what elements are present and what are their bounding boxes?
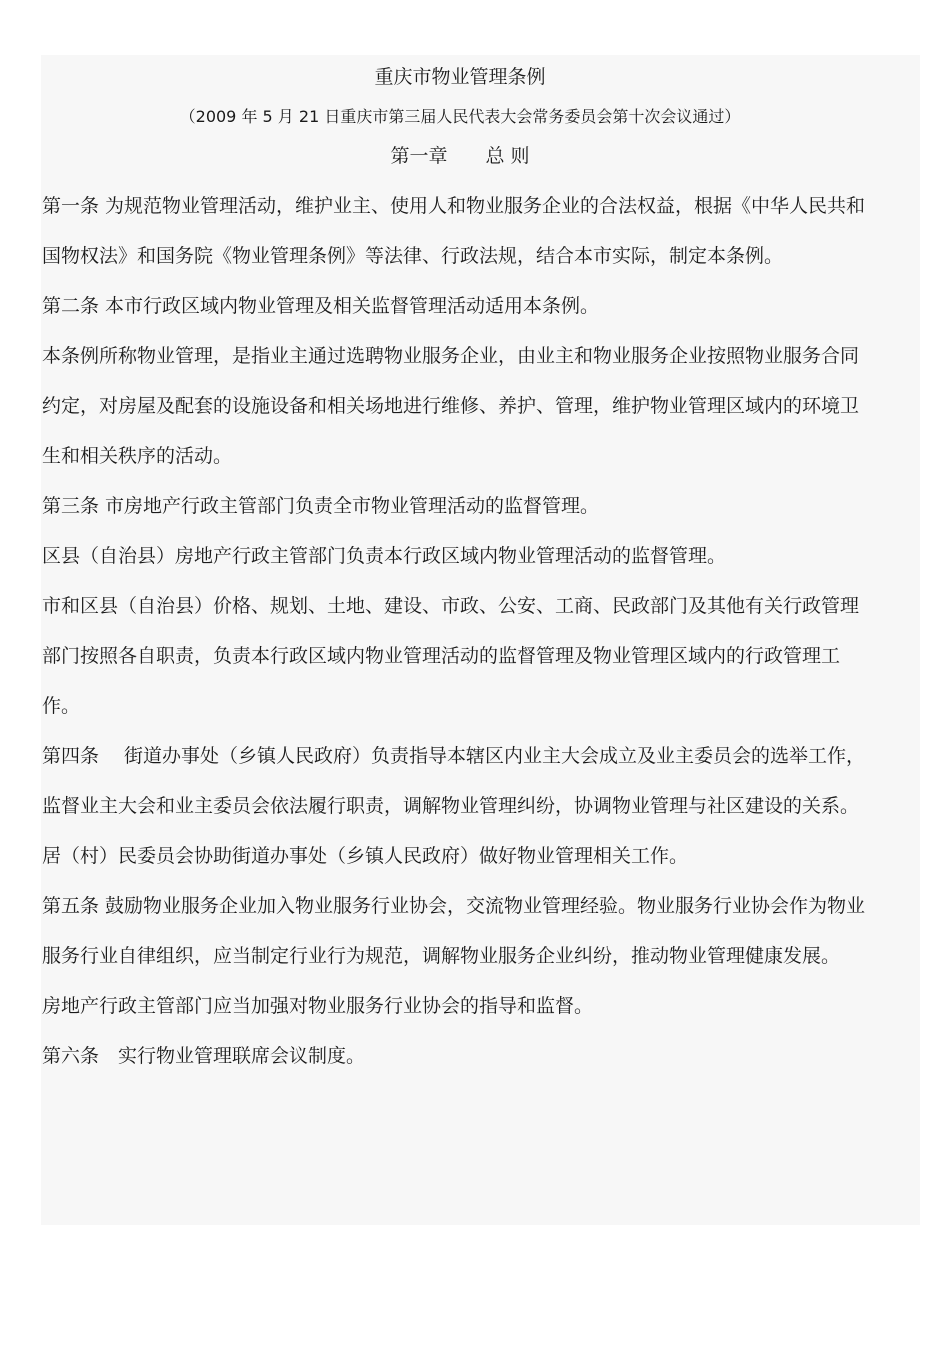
chapter-heading: 第一章 总 则	[390, 145, 530, 167]
article-2-paragraph: 第二条 本市行政区域内物业管理及相关监督管理活动适用本条例。	[42, 295, 600, 317]
document-subtitle: （2009 年 5 月 21 日重庆市第三届人民代表大会常务委员会第十次会议通过）	[179, 107, 741, 126]
document-title: 重庆市物业管理条例	[374, 66, 546, 88]
article-3-departments-paragraph: 市和区县（自治县）价格、规划、土地、建设、市政、公安、工商、民政部门及其他有关行政管理部门按照各自职责，负责本行政区域内物业管理活动的监督管理及物业管理区域内的行政管理工作。	[42, 595, 860, 717]
article-4-committee-paragraph: 居（村）民委员会协助街道办事处（乡镇人民政府）做好物业管理相关工作。	[42, 845, 689, 867]
article-1-paragraph: 第一条 为规范物业管理活动，维护业主、使用人和物业服务企业的合法权益，根据《中华人民共和国物权法》和国务院《物业管理条例》等法律、行政法规，结合本市实际，制定本条例。	[42, 195, 866, 267]
article-6-paragraph: 第六条 实行物业管理联席会议制度。	[42, 1045, 366, 1067]
article-2-definition-paragraph: 本条例所称物业管理，是指业主通过选聘物业服务企业，由业主和物业服务企业按照物业服务合同约定，对房屋及配套的设施设备和相关场地进行维修、养护、管理，维护物业管理区域内的环境卫生和相关秩序的活动。	[42, 345, 860, 467]
article-4-paragraph: 第四条 街道办事处（乡镇人民政府）负责指导本辖区内业主大会成立及业主委员会的选举工作，监督业主大会和业主委员会依法履行职责，调解物业管理纠纷，协调物业管理与社区建设的关系。	[42, 745, 866, 817]
article-5-supervision-paragraph: 房地产行政主管部门应当加强对物业服务行业协会的指导和监督。	[42, 995, 594, 1017]
document-body	[42, 181, 872, 1081]
document-page	[41, 55, 920, 1225]
article-3-paragraph: 第三条 市房地产行政主管部门负责全市物业管理活动的监督管理。	[42, 495, 600, 517]
article-3-district-paragraph: 区县（自治县）房地产行政主管部门负责本行政区域内物业管理活动的监督管理。	[42, 545, 727, 567]
article-5-paragraph: 第五条 鼓励物业服务企业加入物业服务行业协会，交流物业管理经验。物业服务行业协会作为物业服务行业自律组织，应当制定行业行为规范，调解物业服务企业纠纷，推动物业管理健康发展。	[42, 895, 866, 967]
